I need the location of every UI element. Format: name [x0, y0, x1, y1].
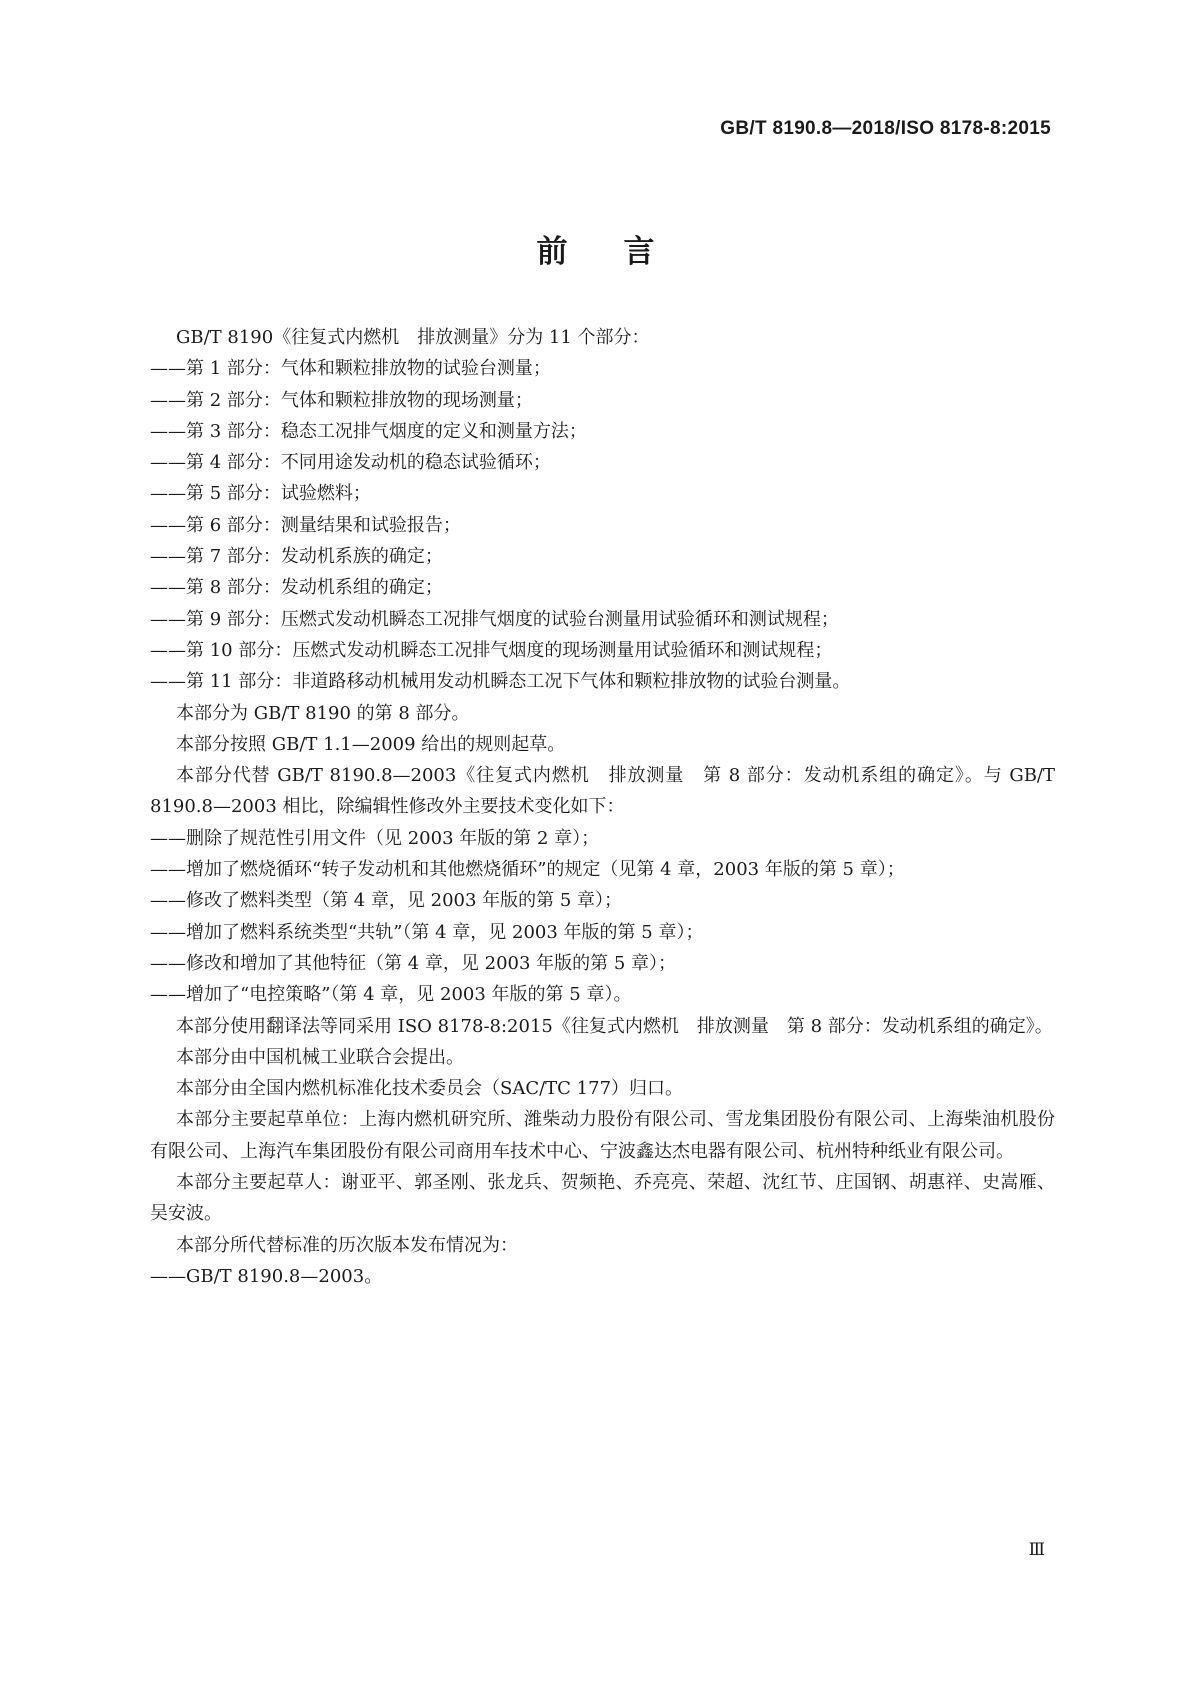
part-list-item-11: ——第 11 部分：非道路移动机械用发动机瞬态工况下气体和颗粒排放物的试验台测量。: [150, 671, 851, 693]
change-list-item-3: ——修改了燃料类型（第 4 章，见 2003 年版的第 5 章）；: [150, 890, 623, 912]
change-list-item-2: ——增加了燃烧循环“转子发动机和其他燃烧循环”的规定（见第 4 章，2003 年版的第 5 章）；: [150, 859, 905, 881]
drafters-paragraph: 本部分主要起草人：谢亚平、郭圣刚、张龙兵、贺频艳、乔亮亮、荣超、沈红节、庄国钢、胡惠祥、史嵩雁、吴安波。: [150, 1172, 1055, 1225]
history-list-item-1: ——GB/T 8190.8—2003。: [150, 1265, 383, 1287]
page-title: 前言: [536, 234, 711, 270]
part-list-item-3: ——第 3 部分：稳态工况排气烟度的定义和测量方法；: [150, 420, 587, 442]
replaces-paragraph: 本部分代替 GB/T 8190.8—2003《往复式内燃机 排放测量 第 8 部分：发动机系组的确定》。与 GB/T 8190.8—2003 相比，除编辑性修改外主要技术变化如下：: [150, 765, 1055, 818]
foreword-body: [150, 322, 1055, 1292]
history-intro-paragraph: 本部分所代替标准的历次版本发布情况为：: [176, 1234, 518, 1256]
part-list-item-7: ——第 7 部分：发动机系族的确定；: [150, 546, 443, 568]
change-list-item-5: ——修改和增加了其他特征（第 4 章，见 2003 年版的第 5 章）；: [150, 952, 677, 974]
change-list-item-4: ——增加了燃料系统类型“共轨”（第 4 章，见 2003 年版的第 5 章）；: [150, 921, 704, 943]
part-list-item-6: ——第 6 部分：测量结果和试验报告；: [150, 514, 461, 536]
page-number: Ⅲ: [1028, 1540, 1045, 1560]
translation-paragraph: 本部分使用翻译法等同采用 ISO 8178-8:2015《往复式内燃机 排放测量 第 8 部分：发动机系组的确定》。: [176, 1015, 1053, 1037]
change-list-item-6: ——增加了“电控策略”（第 4 章，见 2003 年版的第 5 章）。: [150, 984, 632, 1006]
part-list-item-10: ——第 10 部分：压燃式发动机瞬态工况排气烟度的现场测量用试验循环和测试规程；: [150, 639, 833, 661]
part-list-item-1: ——第 1 部分：气体和颗粒排放物的试验台测量；: [150, 358, 551, 380]
standard-number-header: GB/T 8190.8—2018/ISO 8178-8:2015: [720, 118, 1051, 139]
administered-by-paragraph: 本部分由全国内燃机标准化技术委员会（SAC/TC 177）归口。: [176, 1078, 684, 1100]
intro-paragraph: GB/T 8190《往复式内燃机 排放测量》分为 11 个部分：: [176, 327, 650, 348]
part-list-item-8: ——第 8 部分：发动机系组的确定；: [150, 577, 443, 599]
proposed-by-paragraph: 本部分由中国机械工业联合会提出。: [176, 1046, 464, 1068]
part-list-item-4: ——第 4 部分：不同用途发动机的稳态试验循环；: [150, 452, 551, 474]
part-list-item-2: ——第 2 部分：气体和颗粒排放物的现场测量；: [150, 389, 533, 411]
change-list-item-1: ——删除了规范性引用文件（见 2003 年版的第 2 章）；: [150, 827, 600, 849]
drafting-units-paragraph: 本部分主要起草单位：上海内燃机研究所、潍柴动力股份有限公司、雪龙集团股份有限公司、上海柴油机股份有限公司、上海汽车集团股份有限公司商用车技术中心、宁波鑫达杰电器有限公司、杭州特种纸业有限公司。: [150, 1109, 1055, 1162]
part-list-item-5: ——第 5 部分：试验燃料；: [150, 483, 371, 505]
part-of-paragraph: 本部分为 GB/T 8190 的第 8 部分。: [176, 702, 470, 724]
part-list-item-9: ——第 9 部分：压燃式发动机瞬态工况排气烟度的试验台测量用试验循环和测试规程；: [150, 608, 839, 630]
drafting-rules-paragraph: 本部分按照 GB/T 1.1—2009 给出的规则起草。: [176, 733, 566, 755]
